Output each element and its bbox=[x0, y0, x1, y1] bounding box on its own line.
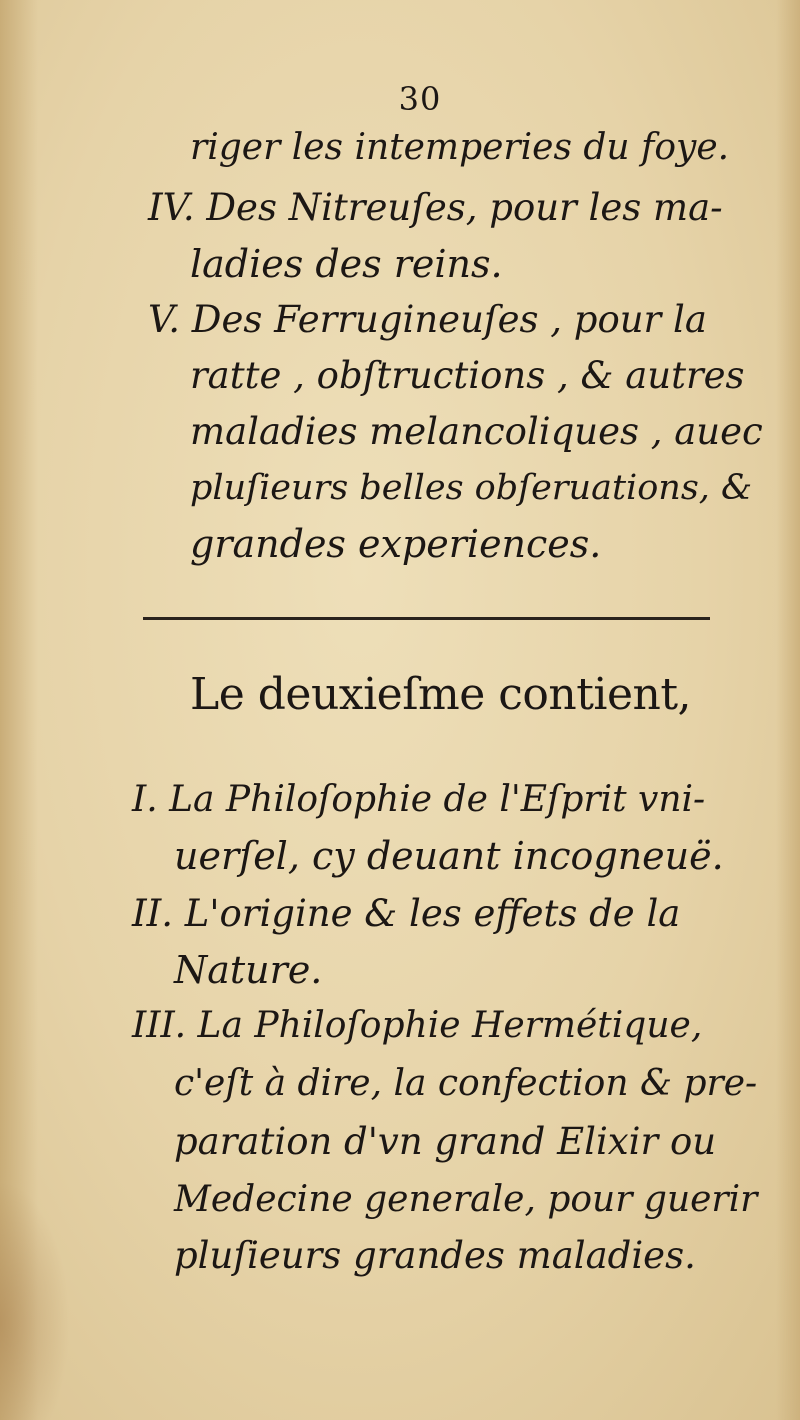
text-line: maladies melancoliques , auec bbox=[190, 410, 763, 453]
text-line: riger les intemperies du foye. bbox=[190, 127, 730, 168]
text-line: V. Des Ferrugineuſes , pour la bbox=[148, 298, 707, 341]
text-line: IV. Des Nitreuſes, pour les ma- bbox=[148, 186, 723, 229]
text-line: III. La Philoſophie Hermétique, bbox=[132, 1005, 703, 1046]
text-line: I. La Philoſophie de l'Eſprit vni- bbox=[132, 779, 706, 820]
text-line: pluſieurs belles obſeruations, & bbox=[190, 468, 753, 508]
text-line: c'eſt à dire, la confection & pre- bbox=[174, 1063, 758, 1104]
page-number: 30 bbox=[398, 80, 442, 118]
section-heading: Le deuxieſme contient, bbox=[190, 669, 692, 720]
page-edge-shadow-right bbox=[776, 0, 800, 1420]
text-line: II. L'origine & les effets de la bbox=[132, 892, 681, 935]
text-line: Nature. bbox=[174, 948, 323, 992]
text-line: ratte , obſtructions , & autres bbox=[190, 354, 745, 397]
section-divider-rule bbox=[143, 617, 710, 620]
text-line: pluſieurs grandes maladies. bbox=[174, 1234, 696, 1277]
text-line: grandes experiences. bbox=[190, 522, 602, 566]
paper-stain bbox=[0, 1180, 70, 1420]
text-line: uerſel, cy deuant incogneuë. bbox=[174, 834, 724, 878]
text-line: paration d'vn grand Elixir ou bbox=[174, 1120, 717, 1163]
text-line: ladies des reins. bbox=[190, 242, 503, 286]
text-line: Medecine generale, pour guerir bbox=[174, 1179, 758, 1220]
